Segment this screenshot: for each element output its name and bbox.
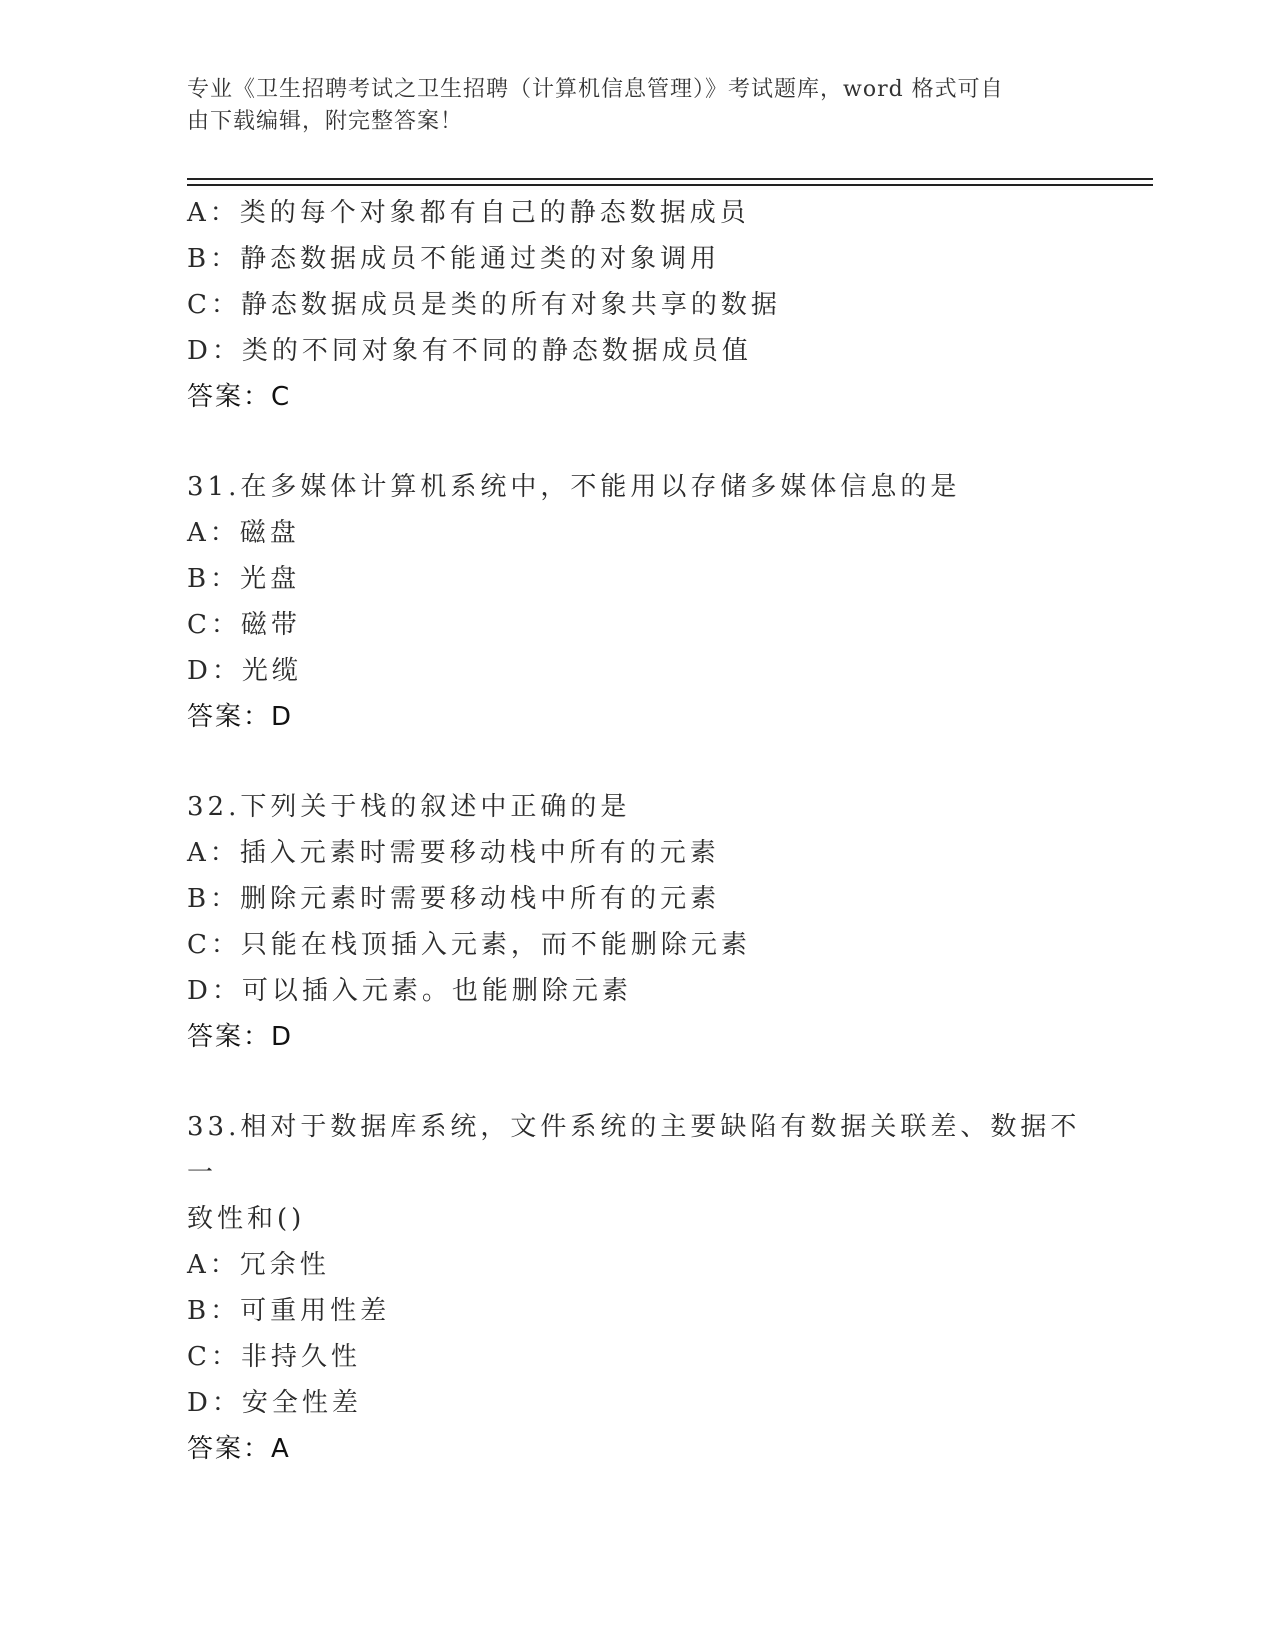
option-a: A：磁盘 — [187, 518, 300, 548]
option-d: D：安全性差 — [187, 1388, 362, 1418]
header-divider-bottom — [187, 184, 1153, 186]
option-b: B：静态数据成员不能通过类的对象调用 — [187, 244, 721, 274]
option-b: B：删除元素时需要移动栈中所有的元素 — [187, 884, 721, 914]
option-c: C：非持久性 — [187, 1342, 361, 1372]
question-title-line-2: 致性和() — [187, 1204, 306, 1234]
header-divider-top — [187, 178, 1153, 180]
answer-line: 答案：D — [187, 1022, 294, 1052]
question-list — [187, 190, 1087, 1516]
answer-line: 答案：C — [187, 382, 292, 412]
option-c: C：静态数据成员是类的所有对象共享的数据 — [187, 290, 781, 320]
option-d: D：光缆 — [187, 656, 302, 686]
header-line-2: 由下载编辑，附完整答案！ — [187, 109, 464, 134]
question-block-31 — [187, 464, 1087, 740]
header-line-1: 专业《卫生招聘考试之卫生招聘（计算机信息管理）》考试题库，word 格式可自 — [187, 77, 1004, 102]
question-title-line-1: 33.相对于数据库系统，文件系统的主要缺陷有数据关联差、数据不一 — [187, 1112, 1081, 1188]
option-c: C：磁带 — [187, 610, 301, 640]
question-title: 32.下列关于栈的叙述中正确的是 — [187, 792, 631, 822]
option-a: A：插入元素时需要移动栈中所有的元素 — [187, 838, 720, 868]
option-d: D：可以插入元素。也能删除元素 — [187, 976, 632, 1006]
question-block-32 — [187, 784, 1087, 1060]
option-a: A：冗余性 — [187, 1250, 330, 1280]
answer-line: 答案：D — [187, 702, 294, 732]
question-block-prev — [187, 190, 1087, 420]
option-a: A：类的每个对象都有自己的静态数据成员 — [187, 198, 750, 228]
answer-line: 答案：A — [187, 1434, 291, 1464]
option-d: D：类的不同对象有不同的静态数据成员值 — [187, 336, 752, 366]
question-title: 31.在多媒体计算机系统中，不能用以存储多媒体信息的是 — [187, 472, 961, 502]
option-b: B：可重用性差 — [187, 1296, 391, 1326]
option-b: B：光盘 — [187, 564, 301, 594]
document-header — [187, 74, 1067, 138]
option-c: C：只能在栈顶插入元素，而不能删除元素 — [187, 930, 751, 960]
question-block-33 — [187, 1104, 1087, 1472]
